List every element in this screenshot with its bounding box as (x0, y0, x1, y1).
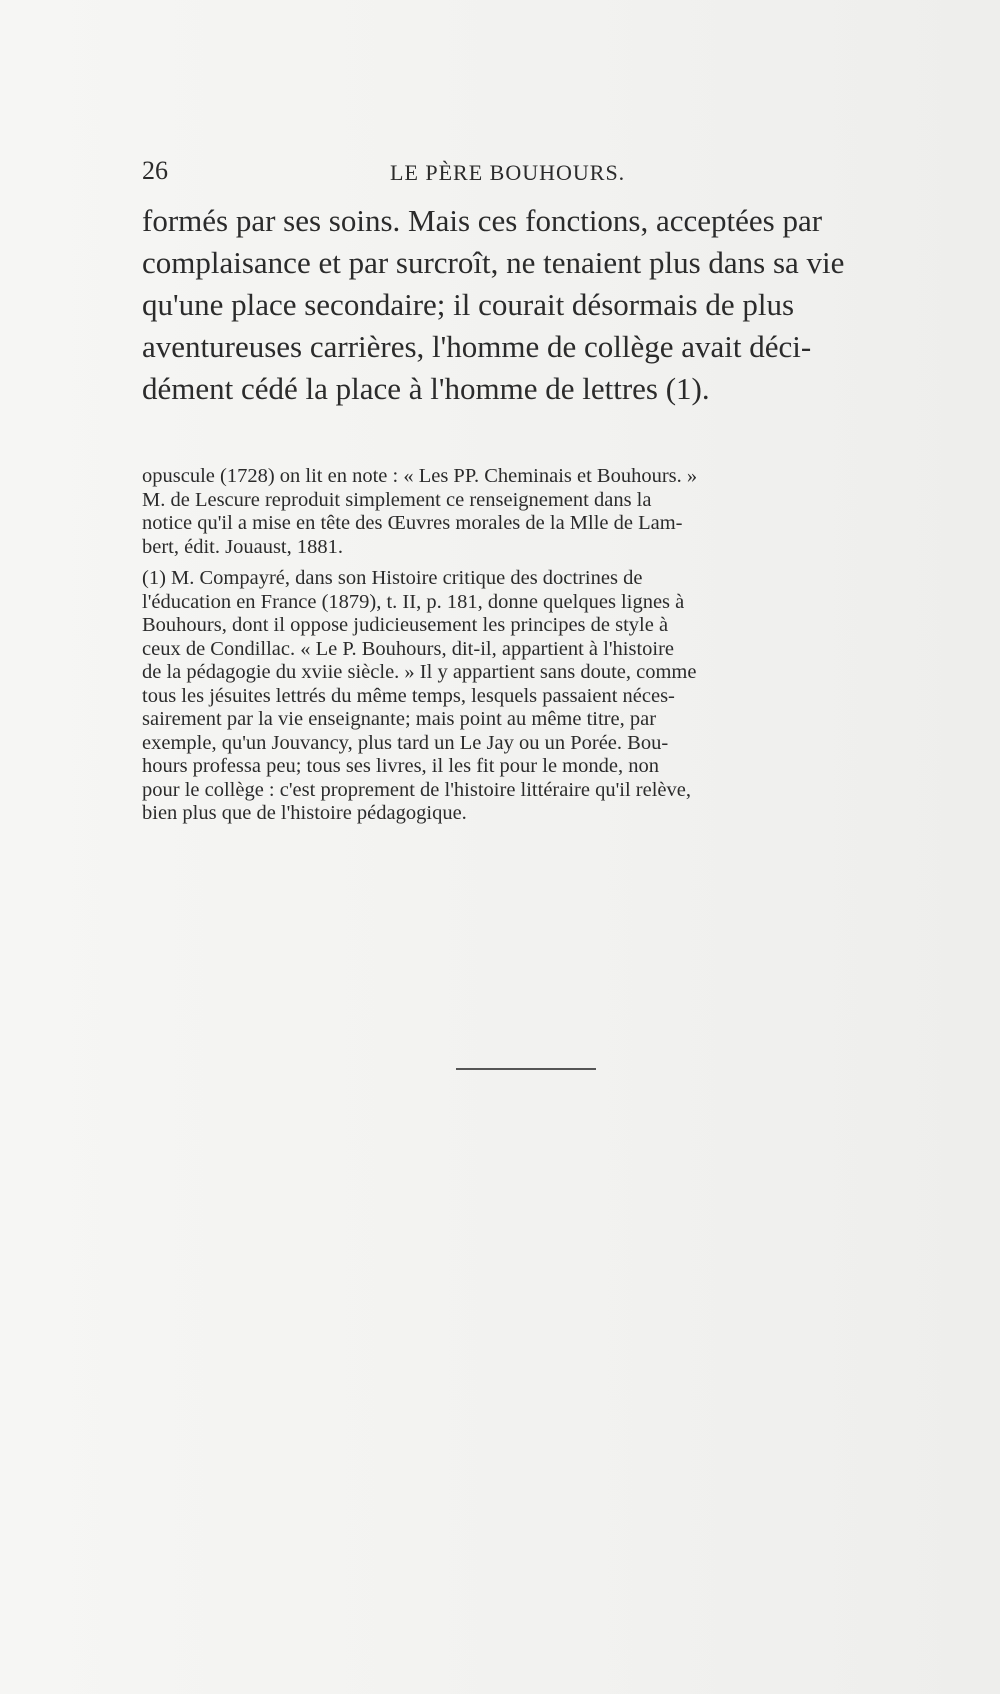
footnotes (142, 465, 902, 826)
footnote-line: pour le collège : c'est proprement de l'histoire littéraire qu'il relève, (142, 778, 691, 801)
main-text-line: dément cédé la place à l'homme de lettres (1). (142, 371, 710, 406)
footnote-line: sairement par la vie enseignante; mais point au même titre, par (142, 708, 657, 730)
footnote-line: hours professa peu; tous ses livres, il les fit pour le monde, non (142, 755, 659, 777)
main-text-line: formés par ses soins. Mais ces fonctions, acceptées par (142, 203, 823, 238)
footnote-line: Bouhours, dont il oppose judicieusement les principes de style à (142, 614, 669, 636)
main-text-line: qu'une place secondaire; il courait désormais de plus (142, 287, 795, 322)
footnote-line: bien plus que de l'histoire pédagogique. (142, 802, 467, 824)
footnote-line: (1) M. Compayré, dans son Histoire critique des doctrines de (142, 567, 643, 589)
page-header (142, 155, 902, 191)
footnote-line: tous les jésuites lettrés du même temps, lesquels passaient néces- (142, 684, 675, 707)
running-title: LE PÈRE BOUHOURS. (390, 160, 626, 185)
section-separator (456, 1068, 596, 1070)
page-number: 26 (142, 156, 168, 185)
footnote-line: bert, édit. Jouaust, 1881. (142, 535, 343, 558)
footnote-continuation (142, 465, 902, 559)
footnote-line: de la pédagogie du xviie siècle. » Il y appartient sans doute, comme (142, 661, 697, 683)
footnote-line: ceux de Condillac. « Le P. Bouhours, dit-il, appartient à l'histoire (142, 637, 675, 660)
footnote-line: notice qu'il a mise en tête des Œuvres morales de la Mlle de Lam- (142, 512, 683, 534)
footnote-line: l'éducation en France (1879), t. II, p. 181, donne quelques lignes à (142, 590, 685, 613)
footnote-line: exemple, qu'un Jouvancy, plus tard un Le Jay ou un Porée. Bou- (142, 731, 669, 754)
main-paragraph (142, 200, 902, 410)
footnote-line: M. de Lescure reproduit simplement ce renseignement dans la (142, 488, 652, 511)
footnote-1 (142, 567, 902, 826)
main-text-line: complaisance et par surcroît, ne tenaient plus dans sa vie (142, 245, 845, 280)
main-text-line: aventureuses carrières, l'homme de collège avait déci- (142, 329, 812, 364)
footnote-line: opuscule (1728) on lit en note : « Les PP. Cheminais et Bouhours. » (142, 465, 698, 487)
